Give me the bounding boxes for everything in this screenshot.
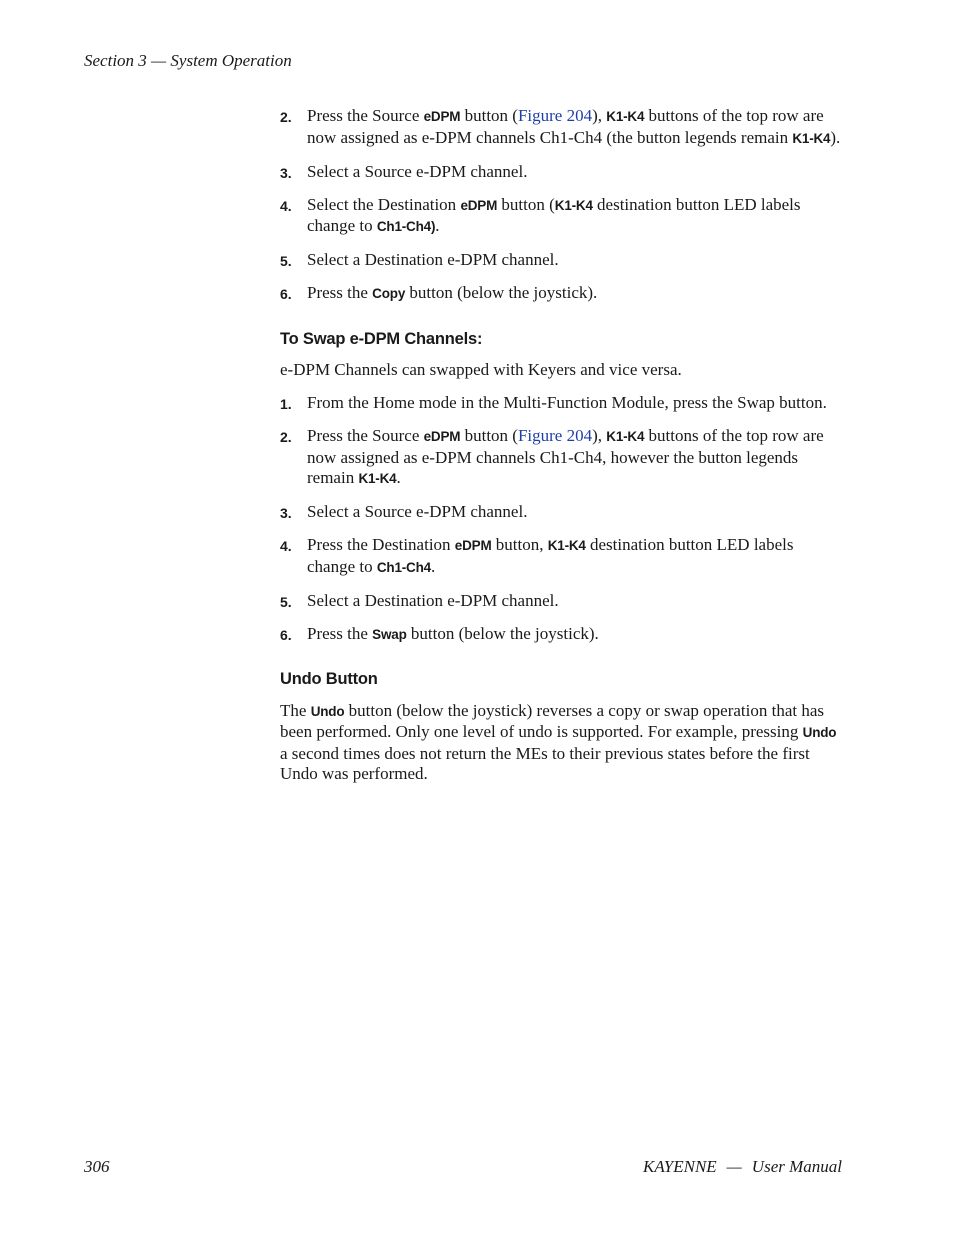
footer-title bbox=[643, 1157, 842, 1177]
list-item bbox=[280, 624, 842, 646]
step-text bbox=[307, 250, 559, 269]
figure-link[interactable]: Figure 204 bbox=[517, 106, 593, 125]
body-text: From the Home mode in the Multi-Function Module, press the Swap button. bbox=[307, 393, 827, 412]
step-text bbox=[307, 162, 527, 181]
undo-heading: Undo Button bbox=[280, 670, 378, 688]
body-text: The bbox=[280, 700, 311, 720]
button-label: K1-K4 bbox=[792, 130, 831, 146]
body-text: button ( bbox=[497, 194, 555, 214]
step-number: 3. bbox=[280, 164, 292, 181]
swap-steps-list bbox=[280, 393, 842, 645]
step-number: 3. bbox=[280, 505, 292, 521]
button-label: Undo bbox=[310, 703, 345, 719]
button-label: K1-K4 bbox=[358, 471, 397, 486]
step-number: 6. bbox=[280, 286, 292, 302]
body-text: buttons of the top row are now assigned as e-DPM channels Ch1-Ch4 (the button legends remain bbox=[307, 106, 824, 147]
step-text bbox=[307, 283, 597, 302]
step-number: 4. bbox=[280, 197, 292, 214]
body-text: Select the Destination bbox=[307, 194, 461, 214]
list-item bbox=[280, 393, 842, 414]
body-text: button (below the joystick) reverses a copy or swap operation that has been performed. Only one level of undo is supported. For example, pressing bbox=[280, 700, 825, 741]
body-text: . bbox=[430, 556, 436, 576]
body-text: ), bbox=[592, 426, 607, 445]
figure-link[interactable]: Figure 204 bbox=[517, 426, 593, 445]
step-text bbox=[307, 426, 824, 487]
step-text bbox=[307, 393, 827, 412]
undo-paragraph bbox=[280, 701, 842, 785]
body-text: button, bbox=[491, 535, 548, 554]
step-number: 2. bbox=[280, 109, 292, 125]
body-text: Press the bbox=[307, 283, 373, 302]
step-number: 4. bbox=[280, 538, 292, 554]
body-text: destination button LED labels change to bbox=[307, 194, 801, 235]
button-label: Copy bbox=[372, 286, 406, 301]
list-item bbox=[280, 426, 842, 490]
button-label: K1-K4 bbox=[547, 538, 586, 553]
button-label: Swap bbox=[372, 626, 407, 642]
step-number: 5. bbox=[280, 593, 292, 610]
main-content bbox=[280, 106, 842, 797]
body-text: button (below the joystick). bbox=[405, 283, 598, 302]
list-item bbox=[280, 195, 842, 238]
step-text bbox=[307, 591, 559, 610]
button-label: Ch1-Ch4 bbox=[376, 559, 431, 575]
button-label: Ch1-Ch4) bbox=[376, 219, 436, 234]
button-label: K1-K4 bbox=[554, 197, 593, 213]
list-item bbox=[280, 283, 842, 305]
body-text: button (below the joystick). bbox=[406, 623, 599, 643]
button-label: K1-K4 bbox=[606, 429, 645, 444]
body-text: buttons of the top row are now assigned as e-DPM channels Ch1-Ch4, however the button legends remain bbox=[307, 426, 824, 487]
step-text bbox=[307, 195, 801, 236]
footer-manual: User Manual bbox=[751, 1157, 842, 1176]
button-label: eDPM bbox=[454, 538, 492, 553]
button-label: eDPM bbox=[423, 109, 461, 124]
copy-steps-list bbox=[280, 106, 842, 305]
body-text: Select a Destination e-DPM channel. bbox=[307, 590, 559, 610]
body-text: . bbox=[396, 468, 401, 487]
swap-heading: To Swap e-DPM Channels: bbox=[280, 329, 483, 348]
list-item bbox=[280, 250, 842, 271]
step-number: 1. bbox=[280, 396, 292, 412]
step-number: 6. bbox=[280, 626, 292, 643]
body-text: Select a Destination e-DPM channel. bbox=[307, 250, 559, 269]
button-label: eDPM bbox=[423, 429, 461, 444]
page-number: 306 bbox=[84, 1157, 110, 1176]
swap-intro: e-DPM Channels can swapped with Keyers and vice versa. bbox=[280, 360, 682, 379]
body-text: ), bbox=[592, 106, 607, 125]
step-text bbox=[307, 502, 527, 521]
body-text: destination button LED labels change to bbox=[307, 535, 794, 576]
list-item bbox=[280, 106, 842, 149]
button-label: Undo bbox=[802, 725, 837, 740]
body-text: Press the Destination bbox=[307, 535, 455, 554]
list-item bbox=[280, 502, 842, 523]
step-text bbox=[307, 624, 599, 643]
running-header: Section 3 — System Operation bbox=[84, 51, 292, 70]
step-number: 2. bbox=[280, 429, 292, 445]
body-text: Press the bbox=[307, 623, 373, 643]
body-text: Select a Source e-DPM channel. bbox=[307, 161, 528, 181]
step-text bbox=[307, 535, 793, 576]
footer-product: KAYENNE bbox=[642, 1157, 717, 1176]
step-number: 5. bbox=[280, 253, 292, 269]
body-text: button ( bbox=[460, 426, 518, 445]
button-label: K1-K4 bbox=[606, 109, 645, 124]
list-item bbox=[280, 535, 842, 578]
list-item bbox=[280, 591, 842, 612]
body-text: a second times does not return the MEs to their previous states before the first Undo was performed. bbox=[280, 743, 810, 783]
list-item bbox=[280, 162, 842, 183]
button-label: eDPM bbox=[460, 197, 498, 213]
footer-separator: — bbox=[726, 1157, 742, 1176]
body-text: . bbox=[435, 216, 440, 235]
body-text: Press the Source bbox=[307, 426, 424, 445]
body-text: Select a Source e-DPM channel. bbox=[307, 502, 528, 521]
body-text: button ( bbox=[460, 106, 518, 125]
body-text: Press the Source bbox=[307, 106, 424, 125]
body-text: ). bbox=[830, 127, 841, 147]
step-text bbox=[307, 106, 840, 147]
